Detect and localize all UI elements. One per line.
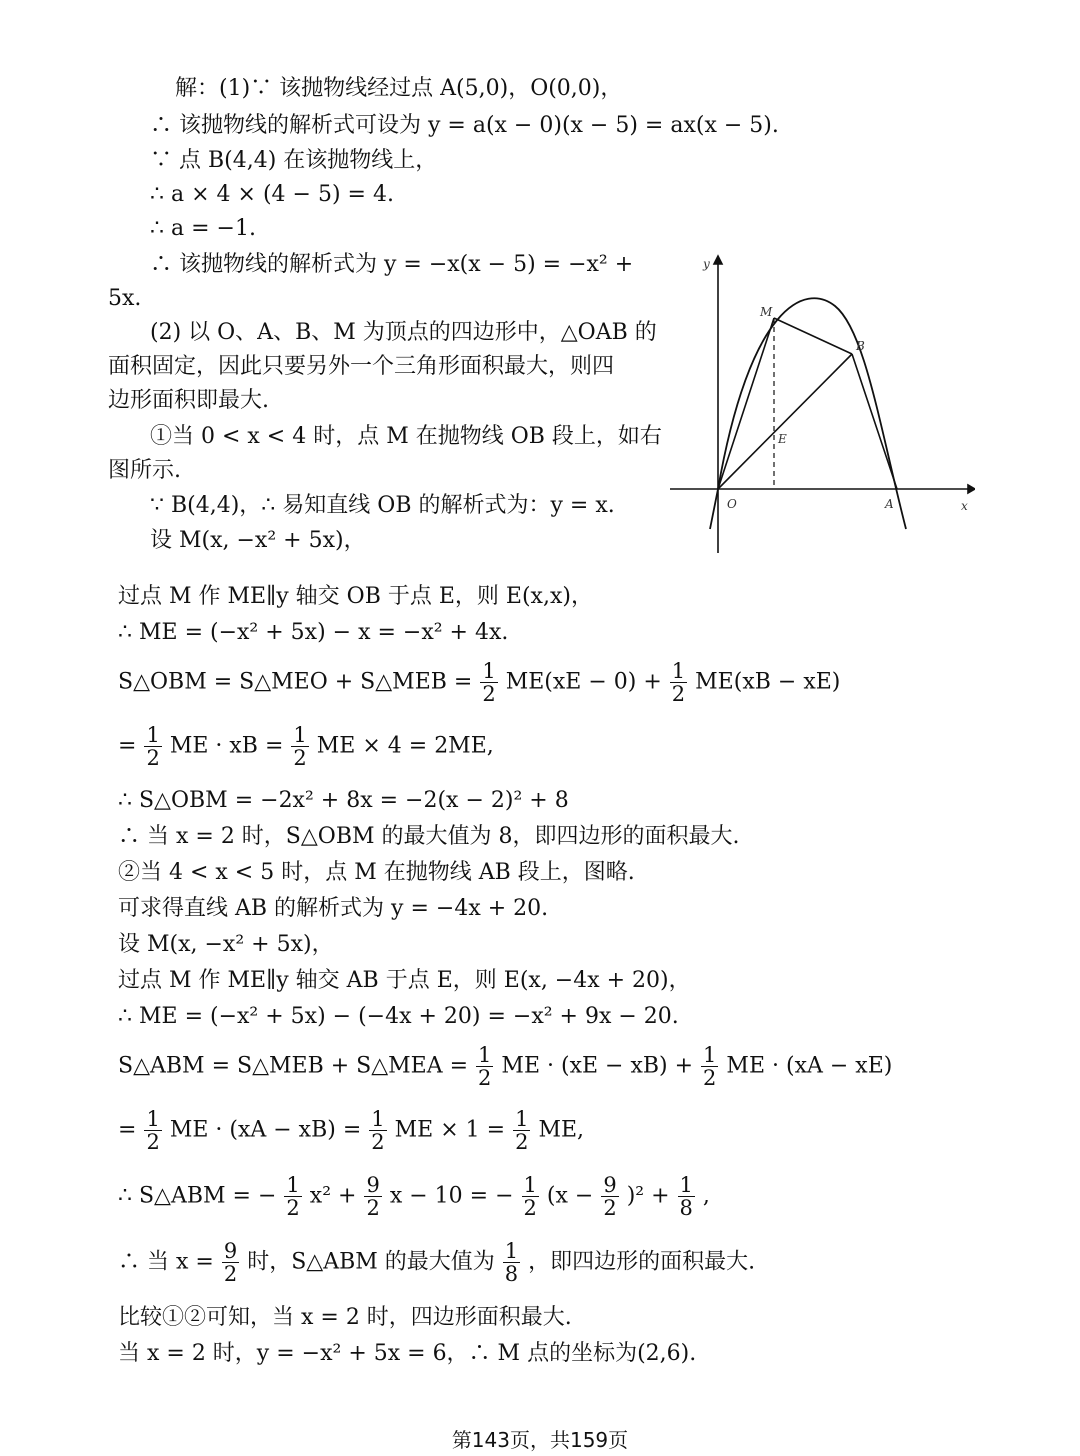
origin-label: O xyxy=(727,497,737,511)
y-axis-arrow xyxy=(714,256,722,264)
text-line: (2) 以 O、A、B、M 为顶点的四边形中，△OAB 的 xyxy=(150,320,657,345)
line-om xyxy=(718,318,774,489)
text-line: 过点 M 作 ME∥y 轴交 AB 于点 E，则 E(x, −4x + 20)， xyxy=(118,968,691,993)
text-line: ∴ S△OBM = −2x² + 8x = −2(x − 2)² + 8 xyxy=(118,788,569,813)
text-line: ∴ a = −1. xyxy=(150,216,256,241)
text-line: ∴ ME = (−x² + 5x) − x = −x² + 4x. xyxy=(118,620,509,645)
text-line: 过点 M 作 ME∥y 轴交 OB 于点 E，则 E(x,x)， xyxy=(118,584,593,609)
point-m-label: M xyxy=(760,305,773,319)
text-line: ∴ 当 x = 2 时，S△OBM 的最大值为 8，即四边形的面积最大. xyxy=(118,824,740,849)
text-line: 设 M(x, −x² + 5x)， xyxy=(150,528,366,553)
text-line: 面积固定，因此只要另外一个三角形面积最大，则四 xyxy=(108,354,615,379)
x-axis-arrow xyxy=(968,485,975,493)
text-line: ∴ a × 4 × (4 − 5) = 4. xyxy=(150,182,394,207)
formula-s-abm-4: ∴ 当 x = $\frac{9}{2}$ 时，S△ABM 的最大值为 $\frac{1}{8}$ ，即四边形的面积最大. xyxy=(118,1239,756,1287)
text-line: ①当 0 < x < 4 时，点 M 在抛物线 OB 段上，如右 xyxy=(150,424,662,449)
formula-s-abm-3: ∴ S△ABM = − $\frac{1}{2}$ x² + $\frac{9}{2}$ x − 10 = − $\frac{1}{2}$ (x − $\frac{9}{2}$ )² + $\frac{1}{8}$ , xyxy=(118,1173,710,1221)
formula-s-abm-1: S△ABM = S△MEB + S△MEA = $\frac{1}{2}$ ME · (xE − xB) + $\frac{1}{2}$ ME · (xA − xE) xyxy=(118,1043,893,1091)
text-line: ∴ 该抛物线的解析式可设为 y = a(x − 0)(x − 5) = ax(x − 5). xyxy=(150,113,779,138)
text-line: 设 M(x, −x² + 5x)， xyxy=(118,932,334,957)
text-line: 5x. xyxy=(108,286,142,311)
point-a-label: A xyxy=(885,497,894,511)
line-ob xyxy=(718,354,852,489)
text-line: 解：(1)∵ 该抛物线经过点 A(5,0)，O(0,0)， xyxy=(175,76,623,101)
y-axis-label: y xyxy=(703,257,710,271)
text-line: ∵ 点 B(4,4) 在该抛物线上， xyxy=(150,148,438,173)
x-axis-label: x xyxy=(961,499,968,513)
line-mb xyxy=(774,318,852,354)
line-ab xyxy=(852,354,897,489)
text-line: 边形面积即最大. xyxy=(108,388,269,413)
text-line: 图所示. xyxy=(108,458,181,483)
text-line: ∵ B(4,4)，∴ 易知直线 OB 的解析式为：y = x. xyxy=(150,493,615,518)
parabola-figure xyxy=(665,248,975,558)
text-line: 可求得直线 AB 的解析式为 y = −4x + 20. xyxy=(118,896,549,921)
page-footer: 第143页，共159页 xyxy=(451,1428,629,1452)
formula-s-obm-1: S△OBM = S△MEO + S△MEB = $\frac{1}{2}$ ME(xE − 0) + $\frac{1}{2}$ ME(xB − xE) xyxy=(118,659,841,707)
text-line: 比较①②可知，当 x = 2 时，四边形面积最大. xyxy=(118,1305,572,1330)
formula-s-abm-2: = $\frac{1}{2}$ ME · (xA − xB) = $\frac{1}{2}$ ME × 1 = $\frac{1}{2}$ ME, xyxy=(118,1107,585,1155)
text-line: ②当 4 < x < 5 时，点 M 在抛物线 AB 段上，图略. xyxy=(118,860,635,885)
point-b-label: B xyxy=(856,339,865,353)
formula-s-obm-2: = $\frac{1}{2}$ ME · xB = $\frac{1}{2}$ ME × 4 = 2ME, xyxy=(118,723,494,771)
text-line: ∴ 该抛物线的解析式为 y = −x(x − 5) = −x² + xyxy=(150,252,634,277)
text-line: 当 x = 2 时，y = −x² + 5x = 6，∴ M 点的坐标为(2,6). xyxy=(118,1341,697,1366)
text-line: ∴ ME = (−x² + 5x) − (−4x + 20) = −x² + 9x − 20. xyxy=(118,1004,679,1029)
point-e-label: E xyxy=(778,432,787,446)
